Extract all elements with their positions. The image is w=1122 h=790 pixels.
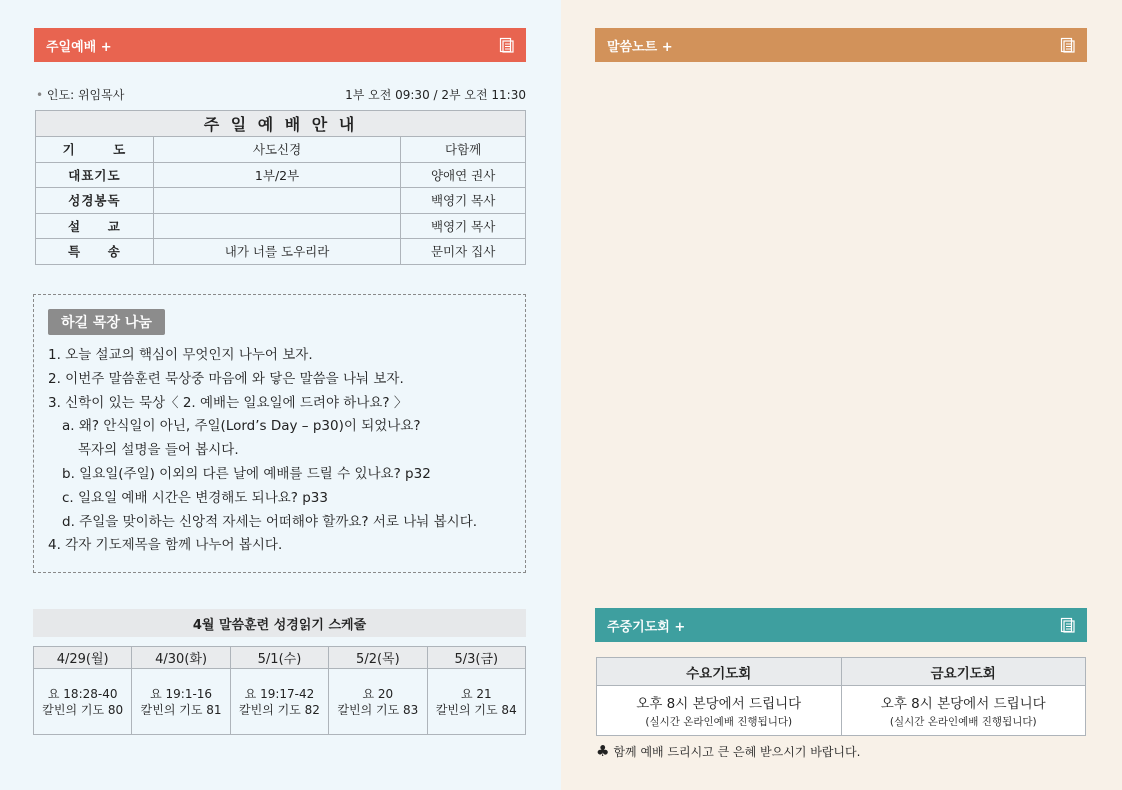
prayer-text: 칼빈의 기도 84 [435,702,517,717]
prayer-meeting-main: 오후 8시 본당에서 드립니다 [636,696,802,712]
cell-group-sharing-box [33,294,526,573]
table-row [36,137,526,163]
sunday-worship-title: 주일예배 + [46,39,112,55]
schedule-date: 5/1(수) [230,647,328,669]
club-icon: ♣ [596,742,610,760]
person-cell: 다함께 [401,137,526,163]
content-cell [153,213,400,239]
role-cell: 대표기도 [36,162,154,188]
person-cell: 백영기 목사 [401,188,526,214]
list-item: c. 일요일 예배 시간은 변경해도 되나요? p33 [62,489,328,506]
role-cell: 설 교 [36,213,154,239]
sharing-list [48,344,517,558]
reading-text: 요 18:28-40 [47,686,118,701]
schedule-cell [132,669,230,735]
schedule-date: 5/3(금) [427,647,525,669]
reading-text: 요 19:17-42 [244,686,315,701]
prayer-text: 칼빈의 기도 82 [239,702,320,717]
prayer-meeting-main: 오후 8시 본당에서 드립니다 [880,696,1046,712]
prayer-meeting-name: 수요기도회 [597,658,842,686]
schedule-date: 5/2(목) [329,647,427,669]
list-item: 3. 신학이 있는 묵상〈 2. 예배는 일요일에 드려야 하나요? 〉 [48,394,408,411]
weekly-prayer-bar[interactable] [595,608,1087,642]
sharing-tag: 하길 목장 나눔 [48,309,165,335]
service-table-title: 주 일 예 배 안 내 [36,111,526,137]
role-cell: 기 도 [36,137,154,163]
prayer-text: 칼빈의 기도 80 [42,702,124,717]
blessing-text: 함께 예배 드리시고 큰 은혜 받으시기 바랍니다. [613,744,861,759]
person-cell: 문미자 집사 [401,239,526,265]
role-cell: 성경봉독 [36,188,154,214]
table-row [36,239,526,265]
document-icon[interactable] [1059,617,1075,633]
prayer-meeting-note: (실시간 온라인예배 진행됩니다) [889,716,1037,728]
service-times: 1부 오전 09:30 / 2부 오전 11:30 [345,88,526,102]
schedule-date: 4/29(월) [34,647,132,669]
content-cell: 1부/2부 [153,162,400,188]
reading-text: 요 19:1-16 [150,686,213,701]
sermon-note-bar[interactable] [595,28,1087,62]
content-cell: 사도신경 [153,137,400,163]
reading-schedule-table [33,646,526,735]
schedule-cell [329,669,427,735]
prayer-text: 칼빈의 기도 81 [140,702,222,717]
list-item: 2. 이번주 말씀훈련 묵상중 마음에 와 닿은 말씀을 나눠 보자. [48,370,404,387]
service-meta [36,86,526,103]
list-item: 4. 각자 기도제목을 함께 나누어 봅시다. [48,537,283,554]
content-cell: 내가 너를 도우리라 [153,239,400,265]
list-item: d. 주일을 맞이하는 신앙적 자세는 어떠해야 할까요? 서로 나눠 봅시다. [62,513,478,530]
list-item: b. 일요일(주일) 이외의 다른 날에 예배를 드릴 수 있나요? p32 [62,465,431,482]
content-cell [153,188,400,214]
table-row [36,213,526,239]
prayer-text: 칼빈의 기도 83 [337,702,419,717]
prayer-meeting-cell [597,686,842,736]
leader-text: • 인도: 위임목사 [36,86,124,103]
reading-text: 요 20 [362,686,394,701]
service-table [35,110,526,265]
list-item: 목자의 설명을 들어 봅시다. [78,442,239,459]
list-item: a. 왜? 안식일이 아닌, 주일(Lord’s Day – p30)이 되었나요? [62,418,421,435]
role-cell: 특 송 [36,239,154,265]
prayer-meeting-note: (실시간 온라인예배 진행됩니다) [645,716,793,728]
schedule-date: 4/30(화) [132,647,230,669]
blessing-line [596,742,860,760]
schedule-cell [427,669,525,735]
weekly-prayer-title: 주중기도회 + [607,619,686,635]
document-icon[interactable] [1059,37,1075,53]
sunday-worship-bar[interactable] [34,28,526,62]
table-row [36,162,526,188]
list-item: 1. 오늘 설교의 핵심이 무엇인지 나누어 보자. [48,347,313,363]
schedule-title: 4월 말씀훈련 성경읽기 스케줄 [33,609,526,637]
schedule-cell [230,669,328,735]
table-row [36,188,526,214]
sermon-note-title: 말씀노트 + [607,39,673,55]
schedule-cell [34,669,132,735]
prayer-meeting-table [596,657,1086,736]
person-cell: 백영기 목사 [401,213,526,239]
person-cell: 양애연 권사 [401,162,526,188]
reading-text: 요 21 [460,686,492,701]
prayer-meeting-cell [841,686,1086,736]
prayer-meeting-name: 금요기도회 [841,658,1086,686]
document-icon[interactable] [498,37,514,53]
